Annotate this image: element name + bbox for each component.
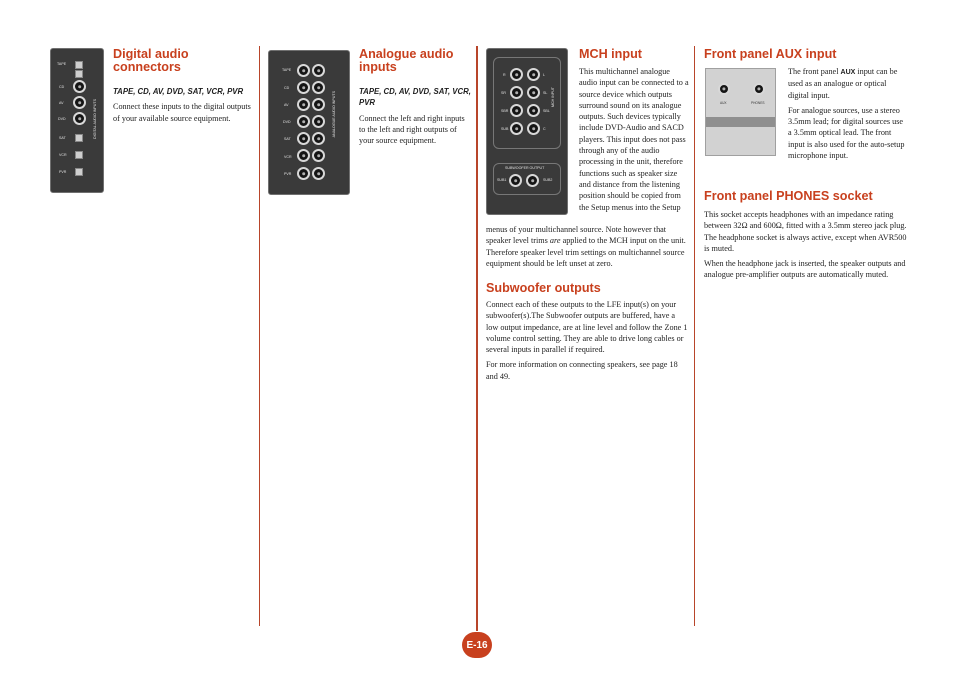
mch-input-body-full [486,224,689,273]
front-panel-bar [706,117,775,127]
rca-right-connector [312,81,325,94]
panel-title: ANALOGUE AUDIO INPUTS [332,91,336,138]
optical-connector [75,168,83,176]
panel-title: MCH INPUT [551,87,555,107]
analogue-audio-heading: Analogue audio inputs [359,47,454,74]
mch-input-body-wrapped [579,66,689,217]
panel-title: DIGITAL AUDIO INPUTS [93,99,97,139]
panel-label: SUB2 [543,178,553,182]
coaxial-connector [73,96,86,109]
front-aux-heading: Front panel AUX input [704,47,837,61]
subwoofer-outputs-body [486,299,689,386]
rca-right-connector [312,115,325,128]
mch-text-full: menus of your multichannel source. Note however that speaker level trims are applied to the MCH input on the unit. Therefore speaker level trim settings on multichannel source equipment should be left unset at zero. [486,225,686,268]
rca-left-connector [297,64,310,77]
rca-left-connector [297,132,310,145]
coaxial-connector [73,80,86,93]
panel-label: CD [59,85,65,89]
phones-text-2: When the headphone jack is inserted, the speaker outputs and analogue pre-amplifier outputs are automatically muted. [704,259,906,280]
front-aux-body [788,66,908,165]
front-label: PHONES [751,101,765,105]
panel-label: CD [284,86,290,90]
panel-label: SBR [501,109,509,113]
phones-socket [753,83,765,95]
mch-text-wrapped: This multichannel analogue audio input can be connected to a source device which outputs surround sound on its analogue outputs. Such devices typically include DVD-Audio and SACD players. This input does not pass through any of the audio processing in the unit, therefore functions such as speaker size and distance from the listening position should be copied from the Setup menus into the Setup [579,67,689,212]
optical-connector [75,151,83,159]
rca-right-connector [312,167,325,180]
rca-right-connector [312,132,325,145]
coaxial-connector [73,112,86,125]
rca-connector [527,86,540,99]
aux-text-1: The front panel AUX input can be used as an analogue or optical digital input. [788,67,898,100]
analogue-text: Connect the left and right inputs to the left and right outputs of your source equipment. [359,113,465,146]
mch-input-panel-image [486,48,568,215]
rca-connector [527,104,540,117]
column-divider-3 [694,46,695,626]
panel-label: VCR [284,155,292,159]
analogue-audio-body [359,86,471,150]
rca-right-connector [312,98,325,111]
digital-inputs-list: TAPE, CD, AV, DVD, SAT, VCR, PVR [113,87,244,96]
subwoofer-text-2: For more information on connecting speakers, see page 18 and 49. [486,360,678,381]
page-number-badge: E-16 [462,632,492,658]
rca-connector [527,68,540,81]
digital-audio-panel-image [50,48,104,193]
panel-label: DVD [283,120,291,124]
digital-text: Connect these inputs to the digital outputs of your available source equipment. [113,102,251,123]
front-phones-body [704,209,907,285]
column-divider-2 [476,46,478,631]
panel-label: C [543,127,546,131]
analogue-inputs-list: TAPE, CD, AV, DVD, SAT, VCR, PVR [359,87,471,108]
sub-panel-title: SUBWOOFER OUTPUT [505,166,545,170]
rca-right-connector [312,149,325,162]
rca-right-connector [312,64,325,77]
panel-label: AV [284,103,289,107]
panel-label: TAPE [282,68,292,72]
rca-connector [509,174,522,187]
optical-connector [75,61,83,69]
panel-label: AV [59,101,64,105]
panel-label: TAPE [57,62,67,66]
rca-left-connector [297,81,310,94]
rca-connector [510,104,523,117]
front-label: AUX [720,101,727,105]
digital-audio-body [113,86,251,128]
rca-left-connector [297,149,310,162]
column-divider-1 [259,46,260,626]
panel-label: SUB1 [497,178,507,182]
optical-connector [75,70,83,78]
panel-label: PVR [284,172,292,176]
panel-label: SAT [59,136,66,140]
panel-label: SR [501,91,506,95]
panel-label: SUB [501,127,509,131]
rca-left-connector [297,167,310,180]
subwoofer-outputs-heading: Subwoofer outputs [486,281,601,295]
optical-connector [75,134,83,142]
panel-label: SAT [284,137,291,141]
panel-label: PVR [59,170,67,174]
rca-left-connector [297,115,310,128]
panel-label: L [543,73,545,77]
aux-text-2: For analogue sources, use a stereo 3.5mm lead; for digital sources use a 3.5mm optical lead. The front input is also used for the auto-setup microphone input. [788,105,905,161]
analogue-audio-panel-image [268,50,350,195]
digital-audio-heading: Digital audio connectors [113,47,189,74]
front-panel-image [705,68,776,156]
phones-text-1: This socket accepts headphones with an impedance rating between 32Ω and 600Ω, fitted with a 3.5mm stereo jack plug. The headphone socket is always active, except when AVR500 is muted. [704,210,907,253]
rca-connector [510,122,523,135]
rca-connector [526,174,539,187]
aux-socket [718,83,730,95]
panel-label: DVD [58,117,66,121]
panel-label: R [503,73,506,77]
panel-label: VCR [59,153,67,157]
rca-connector [527,122,540,135]
front-phones-heading: Front panel PHONES socket [704,189,873,203]
rca-connector [510,68,523,81]
rca-left-connector [297,98,310,111]
panel-label: SBL [543,109,550,113]
mch-input-heading: MCH input [579,47,642,61]
panel-label: SL [543,91,548,95]
subwoofer-text-1: Connect each of these outputs to the LFE input(s) on your subwoofer(s).The Subwoofer outputs are buffered, have a low output impedance, are at line level and follow the Zone 1 volume control setting. They are able to drive long cables or several inputs in parallel if required. [486,300,688,355]
rca-connector [510,86,523,99]
